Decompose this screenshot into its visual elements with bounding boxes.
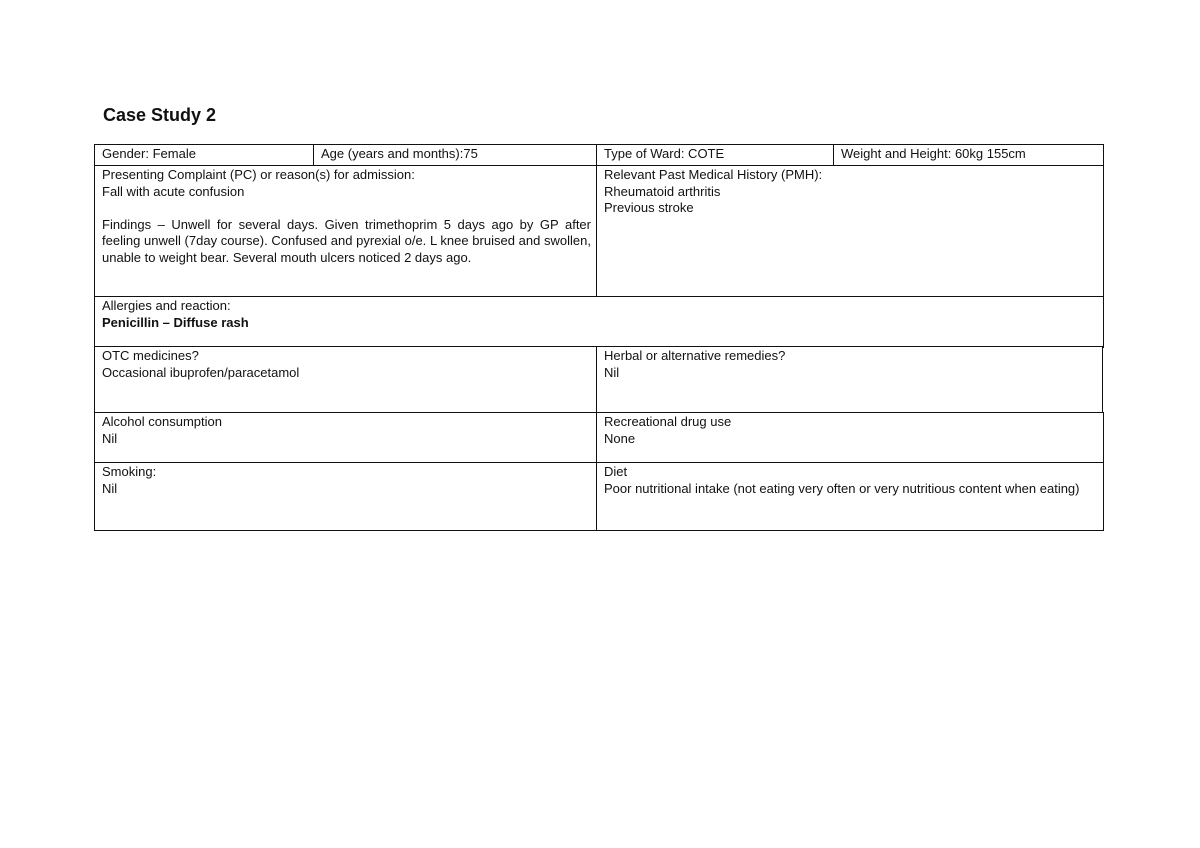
age-cell	[313, 144, 598, 167]
weight-height-cell	[833, 144, 1104, 167]
otc-label: OTC medicines?	[102, 348, 199, 363]
allergies-value: Penicillin – Diffuse rash	[102, 314, 249, 330]
smoking-label: Smoking:	[102, 464, 157, 479]
ward-type-cell	[596, 144, 834, 167]
diet-value: Poor nutritional intake (not eating very often or very nutritious content when eating)	[604, 480, 1080, 496]
pmh-item: Rheumatoid arthritis	[604, 183, 721, 199]
presenting-complaint-label: Presenting Complaint (PC) or reason(s) for admission:	[102, 167, 415, 182]
case-study-table	[94, 144, 1104, 531]
gender-text: Gender: Female	[102, 146, 196, 161]
smoking-cell	[94, 462, 599, 531]
alcohol-label: Alcohol consumption	[102, 414, 222, 429]
smoking-value: Nil	[102, 480, 118, 496]
herbal-label: Herbal or alternative remedies?	[604, 348, 786, 363]
weight-height-text: Weight and Height: 60kg 155cm	[841, 146, 1026, 161]
diet-cell	[596, 462, 1104, 531]
alcohol-value: Nil	[102, 430, 118, 446]
recreational-value: None	[604, 430, 636, 446]
allergies-cell	[94, 296, 1104, 348]
pmh-item: Previous stroke	[604, 200, 694, 215]
page-title: Case Study 2	[103, 105, 217, 125]
allergies-label: Allergies and reaction:	[102, 298, 231, 313]
recreational-drugs-cell	[596, 412, 1104, 464]
presenting-complaint-cell	[94, 165, 599, 298]
age-text: Age (years and months):75	[321, 146, 478, 161]
herbal-remedies-cell	[596, 346, 1103, 414]
alcohol-cell	[94, 412, 599, 464]
past-medical-history-cell	[596, 165, 1104, 298]
ward-type-text: Type of Ward: COTE	[604, 146, 725, 161]
findings-text: Findings – Unwell for several days. Given trimethoprim 5 days ago by GP after feeling unwell (7day course). Confused and pyrexial o/e. L knee bruised and swollen, unable to weight bear. Several mouth ulcers noticed 2 days ago.	[102, 216, 591, 265]
pmh-label: Relevant Past Medical History (PMH):	[604, 167, 823, 182]
otc-value: Occasional ibuprofen/paracetamol	[102, 364, 300, 380]
presenting-complaint-value: Fall with acute confusion	[102, 183, 245, 199]
gender-cell	[94, 144, 319, 167]
otc-medicines-cell	[94, 346, 599, 414]
diet-label: Diet	[604, 464, 628, 479]
herbal-value: Nil	[604, 364, 620, 380]
recreational-label: Recreational drug use	[604, 414, 732, 429]
